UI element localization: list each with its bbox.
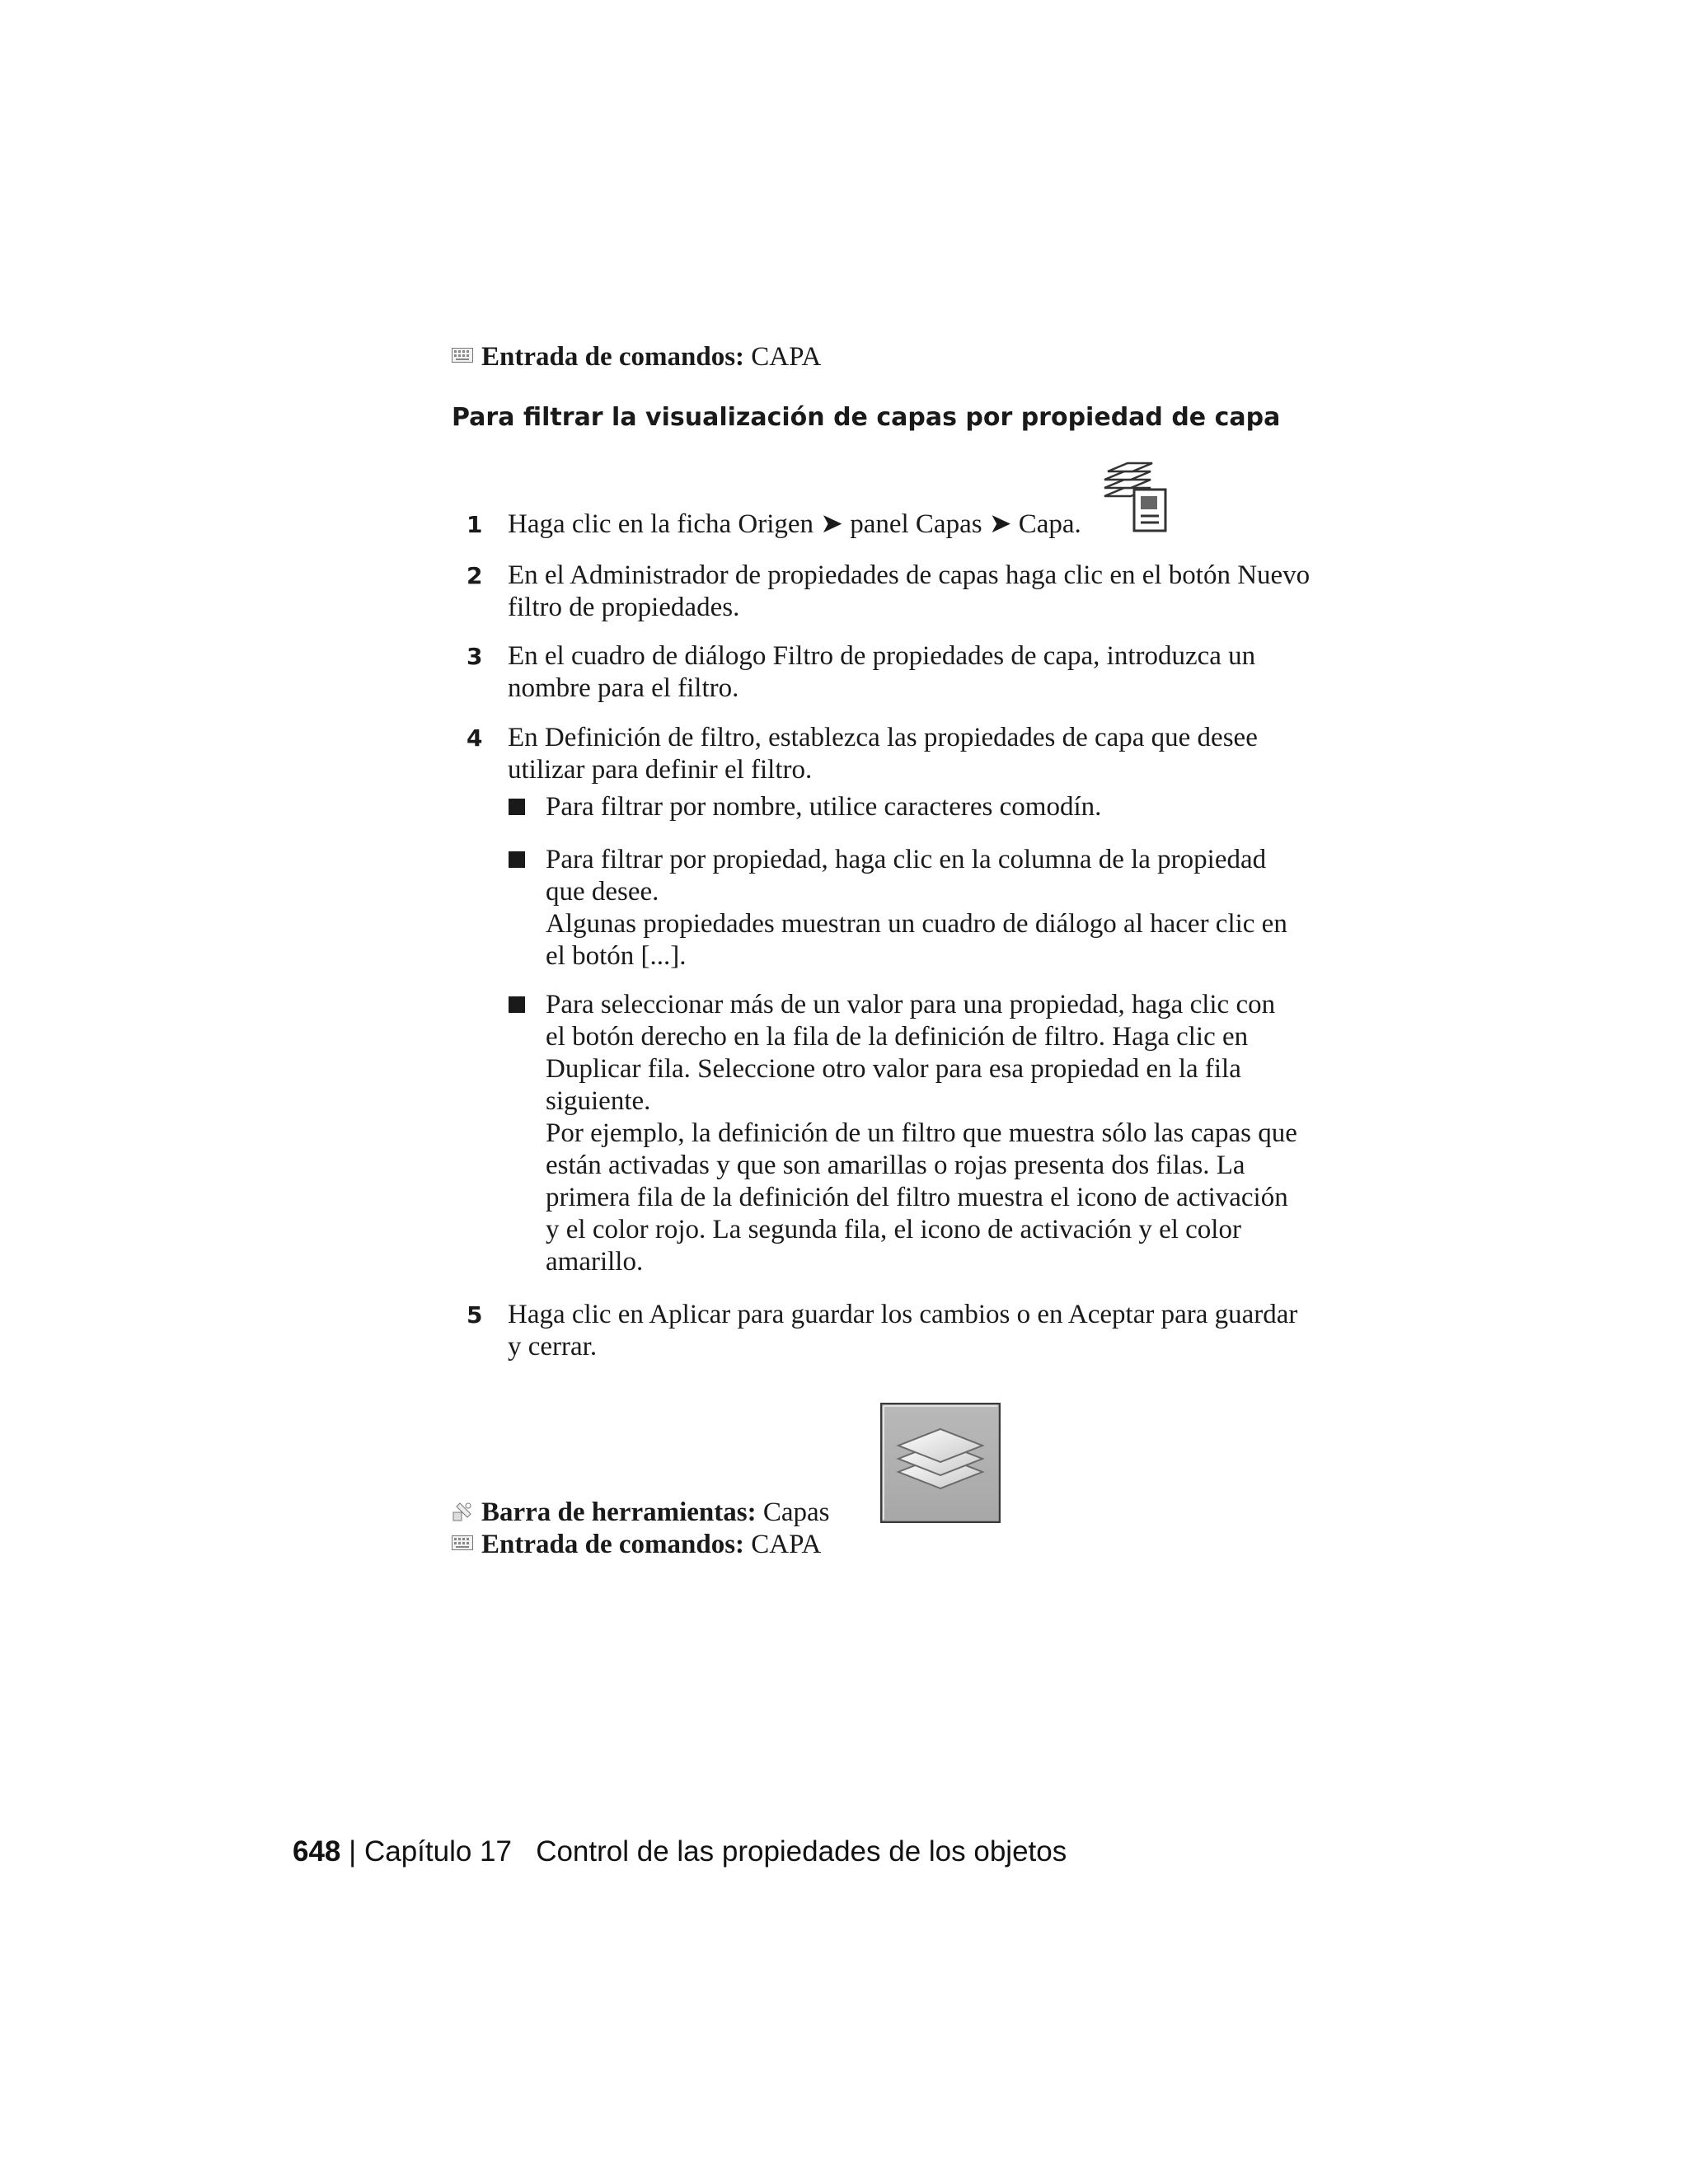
step-text [508, 509, 1340, 541]
step-line: utilizar para definir el filtro. [508, 755, 813, 785]
step-line: y cerrar. [508, 1332, 598, 1361]
step-number: 3 [467, 643, 483, 670]
step-number: 1 [467, 511, 483, 538]
command-entry-label: Entrada de comandos: [481, 1530, 745, 1559]
step-number: 2 [467, 562, 483, 589]
section-title: Para filtrar la visualización de capas por propiedad de capa [452, 403, 1281, 432]
step-line: En el cuadro de diálogo Filtro de propiedades de capa, introduzca un [508, 641, 1256, 671]
layer-properties-icon [1101, 458, 1177, 534]
toolbar-line [452, 1497, 829, 1529]
bullet-line: Para filtrar por propiedad, haga clic en la columna de la propiedad [546, 845, 1267, 874]
bullet-icon [509, 996, 525, 1013]
bullet-line: están activadas y que son amarillas o rojas presenta dos filas. La [546, 1151, 1245, 1180]
chapter-title: Control de las propiedades de los objetos [536, 1835, 1067, 1868]
step-line: En Definición de filtro, establezca las propiedades de capa que desee [508, 723, 1258, 752]
step-line: En el Administrador de propiedades de capas haga clic en el botón Nuevo [508, 560, 1311, 590]
footer-separator: | [349, 1835, 357, 1868]
page-footer [293, 1835, 1067, 1869]
toolbar-value: Capas [762, 1497, 830, 1527]
bullet-line: y el color rojo. La segunda fila, el icono de activación y el color [546, 1215, 1241, 1244]
bullet-line: Para filtrar por nombre, utilice caracteres comodín. [546, 792, 1102, 822]
bullet-line: Duplicar fila. Seleccione otro valor para esa propiedad en la fila [546, 1054, 1241, 1084]
step-line: Haga clic en la ficha Origen ➤ panel Capas ➤ Capa. [508, 509, 1081, 539]
bullet-line: que desee. [546, 877, 659, 907]
step-text [508, 1299, 1340, 1363]
bullet-item [546, 844, 1337, 972]
bullet-icon [509, 851, 525, 868]
step-line: filtro de propiedades. [508, 593, 740, 622]
bullet-line: siguiente. [546, 1086, 651, 1116]
toolbar-label: Barra de herramientas: [481, 1497, 757, 1527]
keyboard-icon [452, 348, 473, 363]
step-number: 5 [467, 1301, 483, 1329]
step-line: Haga clic en Aplicar para guardar los cambios o en Aceptar para guardar [508, 1300, 1298, 1329]
page-number: 648 [293, 1835, 341, 1868]
command-entry-value: CAPA [751, 1530, 822, 1559]
step-text [508, 560, 1340, 624]
bullet-item [546, 989, 1337, 1278]
bullet-line: Por ejemplo, la definición de un filtro que muestra sólo las capas que [546, 1118, 1297, 1148]
step-number: 4 [467, 724, 483, 752]
layers-button-icon [880, 1403, 1001, 1523]
step-text [508, 640, 1340, 705]
step-line: nombre para el filtro. [508, 673, 739, 703]
bullet-item [546, 791, 1337, 823]
keyboard-icon [452, 1535, 473, 1550]
command-entry-value: CAPA [751, 342, 822, 372]
toolbar-icon [452, 1501, 473, 1522]
bullet-line: primera fila de la definición del filtro muestra el icono de activación [546, 1183, 1288, 1212]
step-text [508, 722, 1340, 786]
bullet-line: el botón [...]. [546, 941, 687, 971]
bullet-line: Algunas propiedades muestran un cuadro de diálogo al hacer clic en [546, 909, 1287, 939]
bullet-line: amarillo. [546, 1247, 644, 1277]
bullet-line: el botón derecho en la fila de la definición de filtro. Haga clic en [546, 1022, 1249, 1052]
command-entry-top [452, 341, 821, 373]
command-entry-bottom [452, 1529, 821, 1561]
chapter-label: Capítulo 17 [363, 1835, 512, 1868]
bullet-icon [509, 799, 525, 815]
command-entry-label: Entrada de comandos: [481, 342, 745, 372]
bullet-line: Para seleccionar más de un valor para una propiedad, haga clic con [546, 990, 1276, 1019]
